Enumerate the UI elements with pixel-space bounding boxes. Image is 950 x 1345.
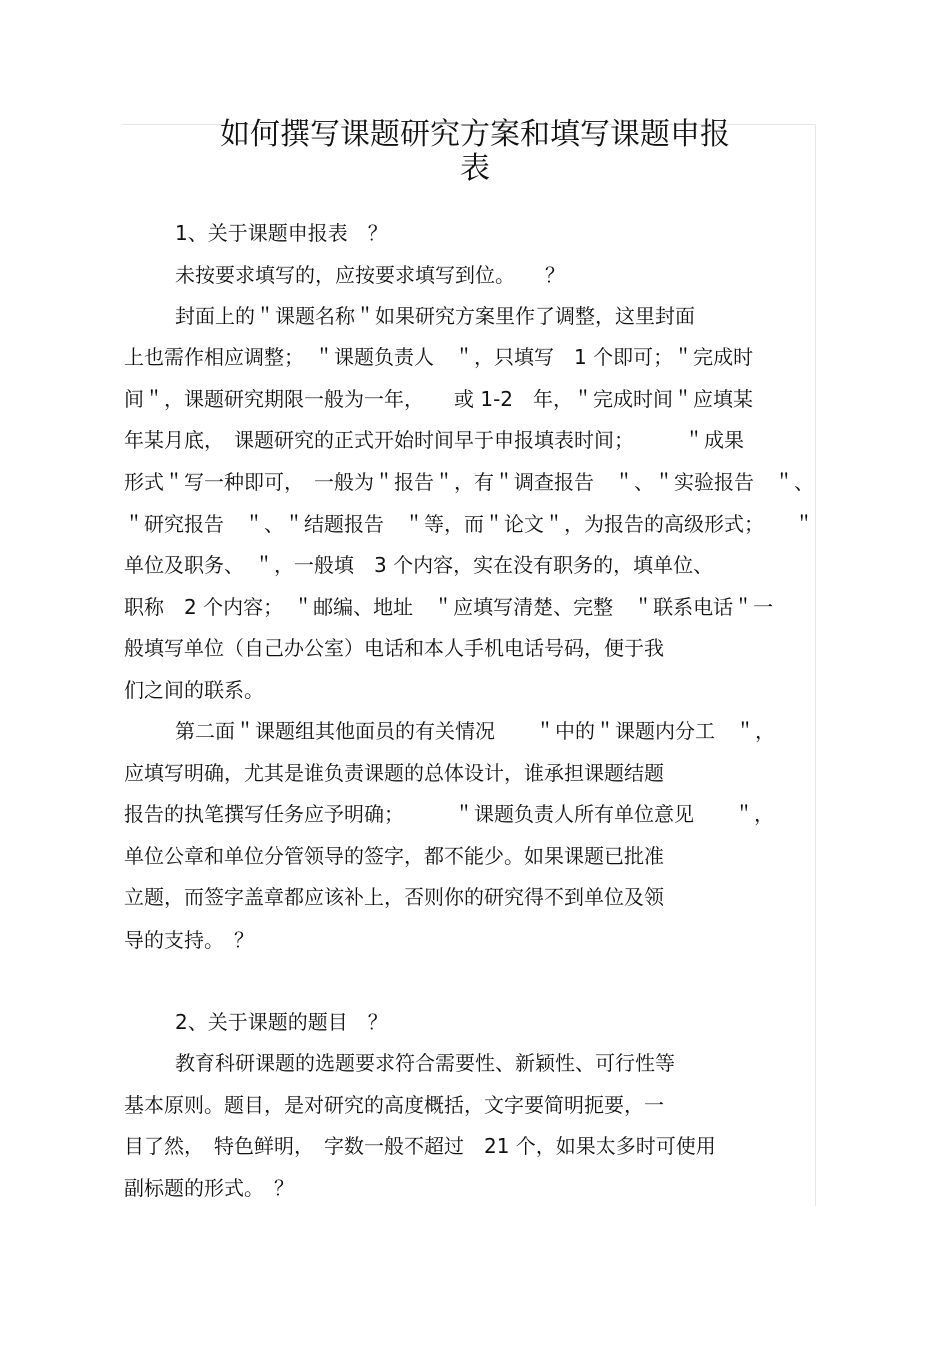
body-line: 上也需作相应调整； ＂课题负责人 ＂，只填写 1 个即可；＂完成时 [124, 345, 754, 369]
body-line: 立题，而签字盖章都应该补上，否则你的研究得不到单位及领 [124, 885, 664, 909]
body-line: 应填写明确，尤其是谁负责课题的总体设计，谁承担课题结题 [124, 761, 664, 785]
body-line: 报告的执笔撰写任务应予明确； ＂课题负责人所有单位意见 ＂， [124, 802, 774, 826]
body-line: 间＂，课题研究期限一般为一年， 或 1-2 年，＂完成时间＂应填某 [124, 387, 754, 411]
body-line: 未按要求填写的，应按要求填写到位。 ？ [175, 263, 565, 287]
body-line: 年某月底， 课题研究的正式开始时间早于申报填表时间； ＂成果 [124, 428, 744, 452]
body-line: 般填写单位（自己办公室）电话和本人手机电话号码，便于我 [124, 636, 664, 660]
body-line: 单位及职务、 ＂，一般填 3 个内容，实在没有职务的，填单位、 [124, 553, 714, 577]
body-line: 单位公章和单位分管领导的签字，都不能少。如果课题已批准 [124, 844, 664, 868]
body-line: ＂研究报告 ＂、＂结题报告 ＂等，而＂论文＂，为报告的高级形式； ＂ [124, 512, 814, 536]
body-line: 副标题的形式。 ？ [124, 1176, 294, 1200]
title-line-2: 表 [460, 151, 490, 186]
body-line: 导的支持。 ？ [124, 928, 254, 952]
body-line: 们之间的联系。 [124, 678, 264, 702]
title-line-1: 如何撰写课题研究方案和填写课题申报 [220, 117, 730, 152]
body-line: 目了然， 特色鲜明， 字数一般不超过 21 个，如果太多时可使用 [124, 1134, 716, 1158]
body-line: 1、关于课题申报表 ？ [175, 221, 388, 245]
document-title [180, 118, 770, 186]
body-line: 职称 2 个内容； ＂邮编、地址 ＂应填写清楚、完整 ＂联系电话＂一 [124, 595, 774, 619]
body-line: 2、关于课题的题目 ？ [175, 1010, 388, 1034]
body-line: 第二面＂课题组其他面员的有关情况 ＂中的＂课题内分工 ＂， [175, 719, 775, 743]
body-line: 封面上的＂课题名称＂如果研究方案里作了调整，这里封面 [175, 304, 695, 328]
body-line: 形式＂写一种即可， 一般为＂报告＂，有＂调查报告 ＂、＂实验报告 ＂、 [124, 470, 814, 494]
body-line: 基本原则。题目，是对研究的高度概括，文字要简明扼要，一 [124, 1093, 664, 1117]
body-line: 教育科研课题的选题要求符合需要性、新颖性、可行性等 [175, 1051, 675, 1075]
